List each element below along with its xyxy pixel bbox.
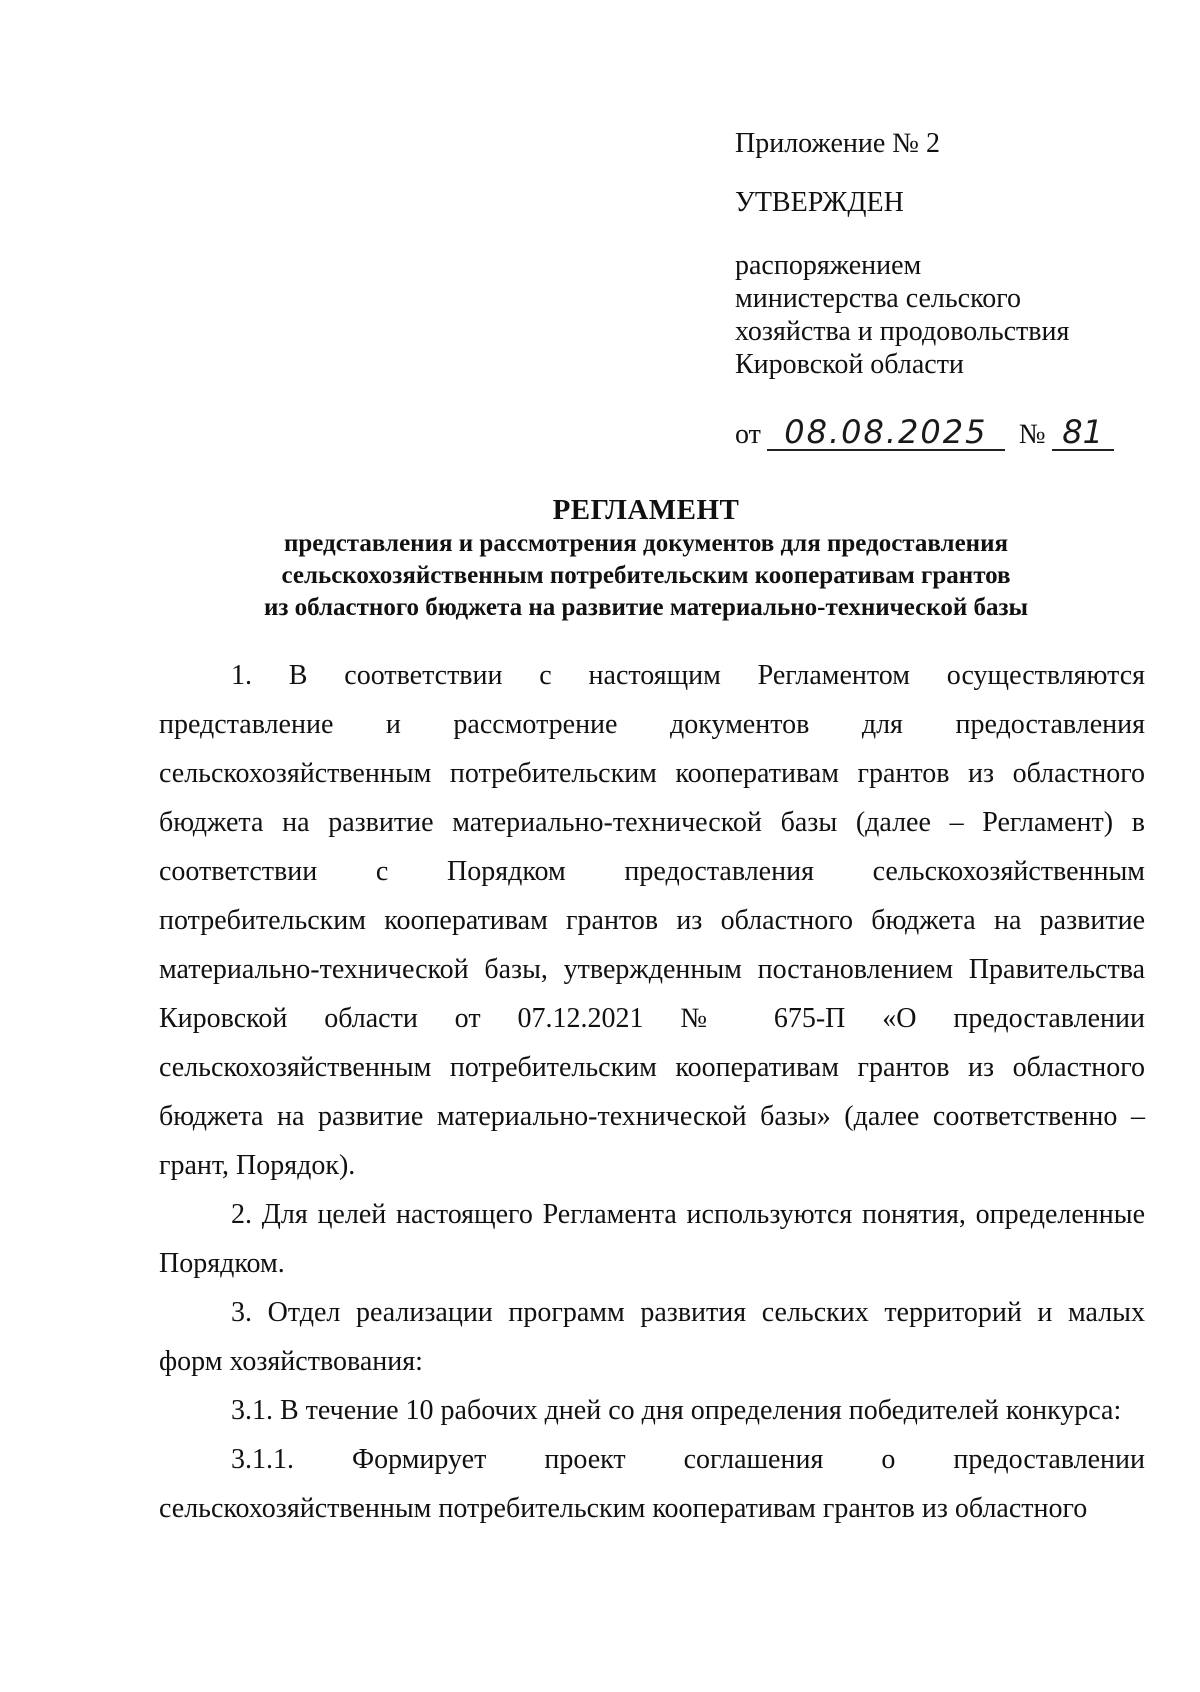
authority-line: хозяйства и продовольствия bbox=[735, 316, 1070, 347]
date-prefix: от bbox=[735, 419, 761, 450]
document-body bbox=[159, 651, 1145, 1533]
approving-authority bbox=[735, 249, 1155, 381]
number-sign: № bbox=[1018, 419, 1046, 450]
document-title: РЕГЛАМЕНТ bbox=[552, 494, 740, 526]
approval-block bbox=[735, 127, 1155, 451]
authority-line: министерства сельского bbox=[735, 283, 1022, 314]
paragraph-3: 3. Отдел реализации программ развития сельских территорий и малых форм хозяйствования: bbox=[159, 1297, 1145, 1377]
subtitle-line: сельскохозяйственным потребительским кооперативам грантов bbox=[281, 562, 1011, 589]
document-title-block bbox=[120, 492, 1172, 624]
date-number-line bbox=[735, 415, 1155, 451]
paragraph-2: 2. Для целей настоящего Регламента используются понятия, определенные Порядком. bbox=[159, 1199, 1145, 1279]
approved-label: УТВЕРЖДЕН bbox=[735, 187, 904, 218]
handwritten-number: 81 bbox=[1052, 415, 1114, 451]
paragraph-1: 1. В соответствии с настоящим Регламентом осуществляются представление и рассмотрение документов для предоставления сельскохозяйственным потребительским кооперативам грантов из областного бюджета на развитие материально-технической базы (далее – Регламент) в соответствии с Порядком предоставления сельскохозяйственным потребительским кооперативам грантов из областного бюджета на развитие материально-технической базы, утвержденным постановлением Правительства Кировской области от 07.12.2021 № 675-П «О предоставлении сельскохозяйственным потребительским кооперативам грантов из областного бюджета на развитие материально-технической базы» (далее соответственно – грант, Порядок). bbox=[159, 660, 1145, 1181]
authority-line: Кировской области bbox=[735, 349, 964, 380]
authority-line: распоряжением bbox=[735, 250, 922, 281]
paragraph-3-1: 3.1. В течение 10 рабочих дней со дня определения победителей конкурса: bbox=[231, 1395, 1122, 1426]
subtitle-line: из областного бюджета на развитие материально-технической базы bbox=[263, 594, 1029, 621]
paragraph-3-1-1: 3.1.1. Формирует проект соглашения о предоставлении сельскохозяйственным потребительским кооперативам грантов из областного bbox=[159, 1444, 1145, 1524]
handwritten-date: 08.08.2025 bbox=[767, 415, 1005, 451]
appendix-label: Приложение № 2 bbox=[735, 128, 940, 159]
subtitle-line: представления и рассмотрения документов для предоставления bbox=[283, 530, 1009, 557]
